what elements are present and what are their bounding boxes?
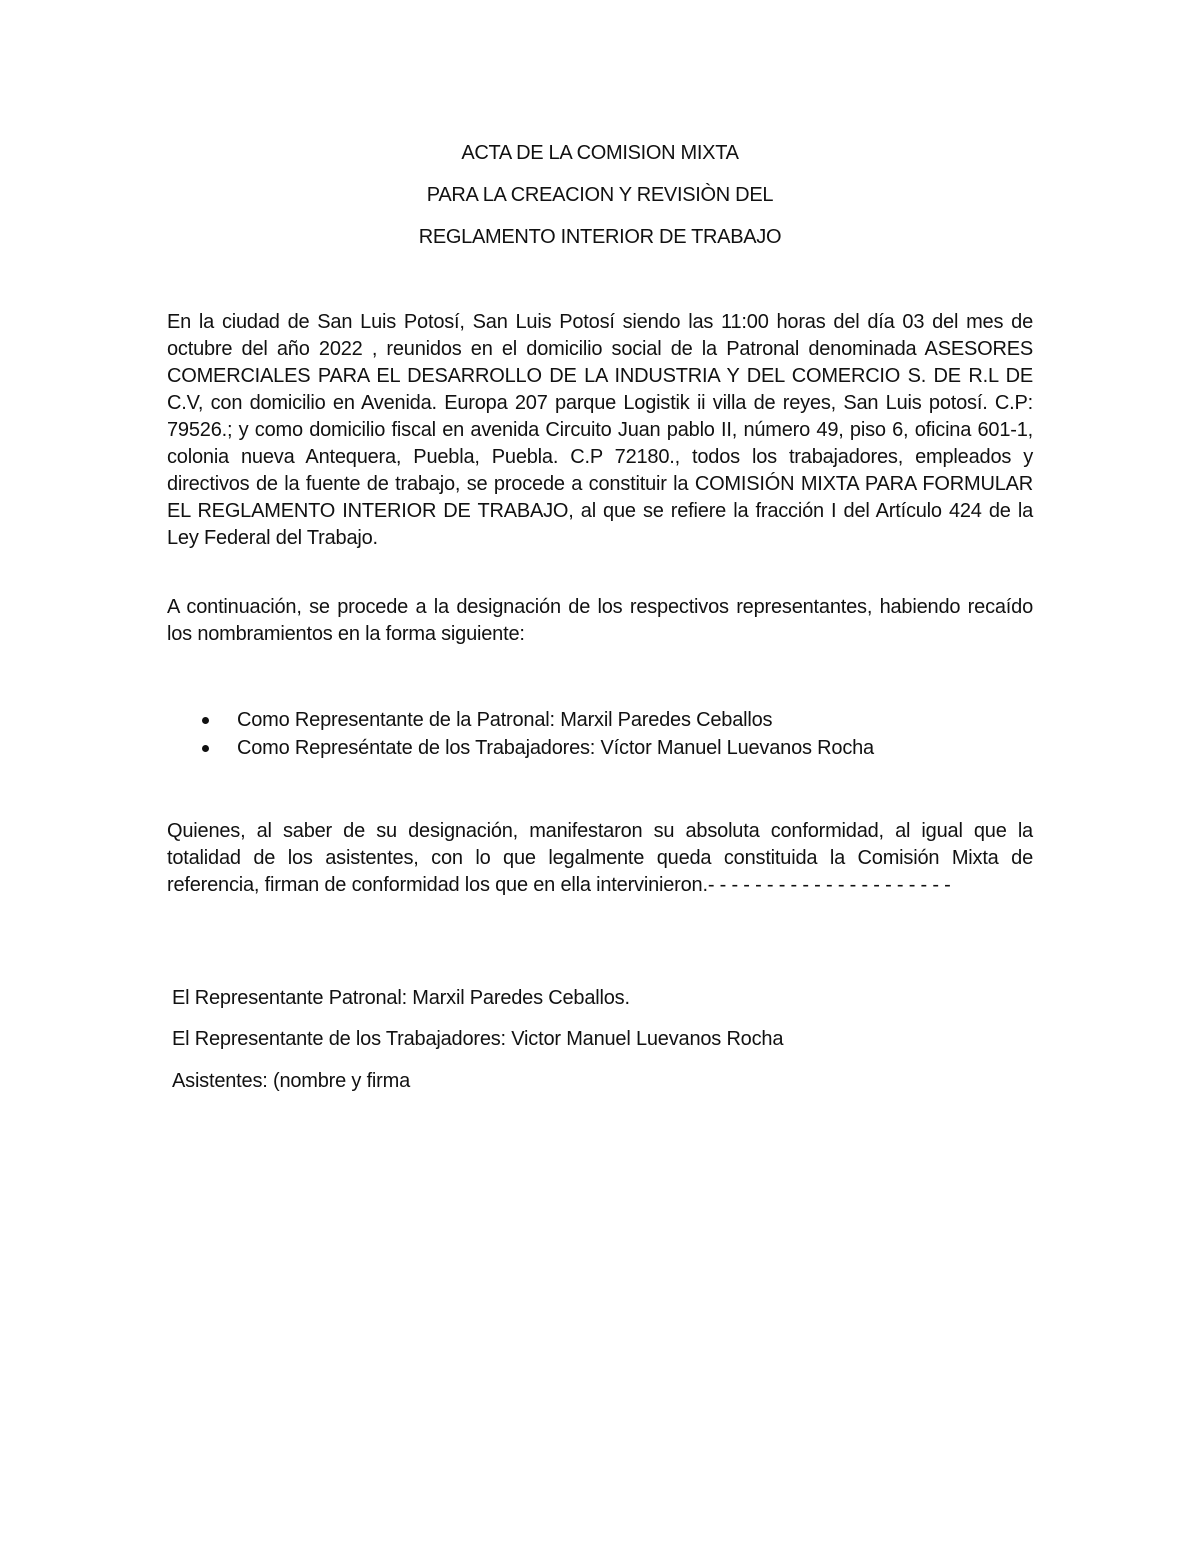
paragraph-designation: A continuación, se procede a la designación de los respectivos representantes, habiendo recaído los nombramientos en la forma siguiente: <box>167 596 1033 645</box>
title-line-3: REGLAMENTO INTERIOR DE TRABAJO <box>418 226 782 248</box>
paragraph-conformity: Quienes, al saber de su designación, manifestaron su absoluta conformidad, al igual que la totalidad de los asistentes, con lo que legalmente queda constituida la Comisión Mixta de referencia, firman de conformidad los que en ella intervinieron.- - - - - - - - - - - - - - - - - - - - - <box>167 820 1033 896</box>
signature-line-attendees: Asistentes: (nombre y firma <box>172 1070 411 1092</box>
bullet-icon <box>202 717 209 724</box>
paragraph-meeting-details: En la ciudad de San Luis Potosí, San Luis Potosí siendo las 11:00 horas del día 03 del mes de octubre del año 2022 , reunidos en el domicilio social de la Patronal denominada ASESORES COMERCIALES PARA EL DESARROLLO DE LA INDUSTRIA Y DEL COMERCIO S. DE R.L DE C.V, con domicilio en Avenida. Europa 207 parque Logistik ii villa de reyes, San Luis potosí. C.P: 79526.; y como domicilio fiscal en avenida Circuito Juan pablo II, número 49, piso 6, oficina 601-1, colonia nueva Antequera, Puebla, Puebla. C.P 72180., todos los trabajadores, empleados y directivos de la fuente de trabajo, se procede a constituir la COMISIÓN MIXTA PARA FORMULAR EL REGLAMENTO INTERIOR DE TRABAJO, al que se refiere la fracción I del Artículo 424 de la Ley Federal del Trabajo. <box>167 311 1033 549</box>
representatives-list <box>200 706 1040 762</box>
title-line-2: PARA LA CREACION Y REVISIÒN DEL <box>426 184 774 206</box>
title-line-1: ACTA DE LA COMISION MIXTA <box>461 142 739 164</box>
signature-line-employer: El Representante Patronal: Marxil Paredes Ceballos. <box>172 987 630 1009</box>
bullet-icon <box>202 745 209 752</box>
list-item <box>200 706 1040 734</box>
list-item <box>200 734 1040 762</box>
document-title <box>0 140 1200 266</box>
list-item-text: Como Representante de la Patronal: Marxil Paredes Ceballos <box>237 709 773 731</box>
list-item-text: Como Represéntate de los Trabajadores: Víctor Manuel Luevanos Rocha <box>237 737 874 759</box>
signature-line-workers: El Representante de los Trabajadores: Victor Manuel Luevanos Rocha <box>172 1028 784 1050</box>
